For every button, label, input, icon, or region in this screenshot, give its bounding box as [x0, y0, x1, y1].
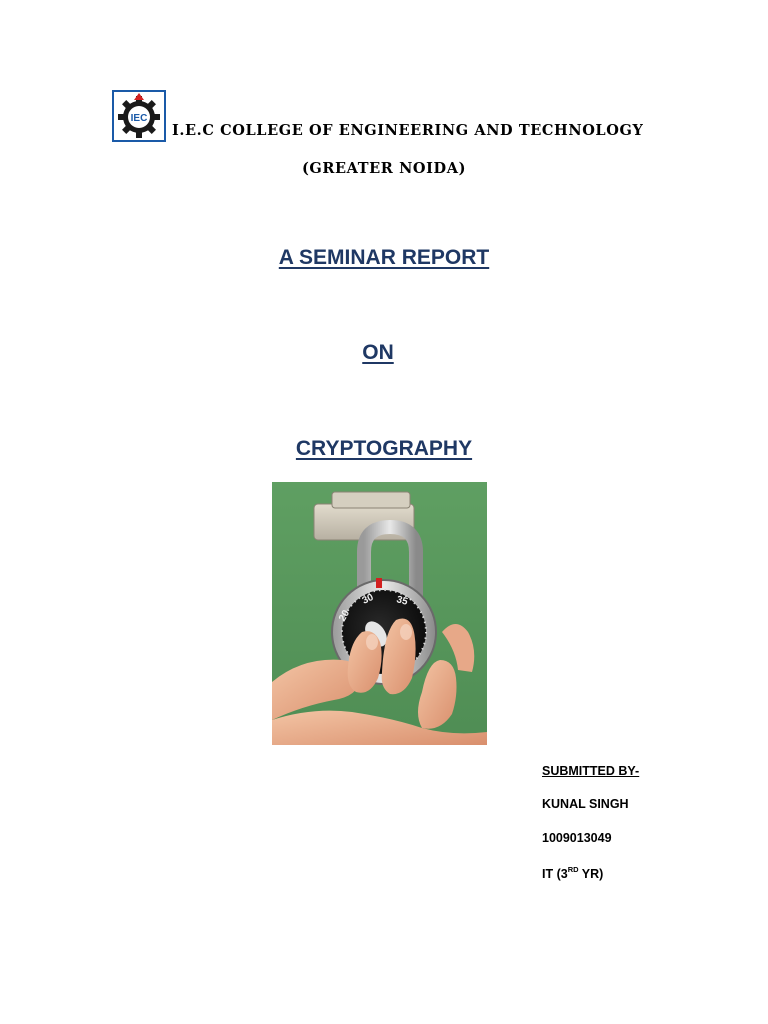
dial-number: 20	[337, 608, 353, 624]
college-logo	[112, 90, 166, 142]
branch-sup: RD	[567, 865, 579, 874]
student-name: KUNAL SINGH	[542, 797, 629, 811]
college-location: (GREATER NOIDA)	[301, 160, 467, 177]
roll-number: 1009013049	[542, 831, 612, 845]
logo-text: IEC	[130, 113, 148, 124]
report-title: A SEMINAR REPORT	[278, 246, 490, 269]
dial-number: 30	[360, 592, 376, 607]
gear-logo-icon	[112, 90, 166, 142]
submitted-by-label: SUBMITTED BY-	[542, 764, 640, 778]
college-name: I.E.C COLLEGE OF ENGINEERING AND TECHNOLOGY	[172, 122, 644, 139]
branch-year	[542, 865, 603, 881]
dial-number: 35	[395, 594, 409, 608]
branch-suffix: YR)	[578, 867, 604, 881]
report-on: ON	[362, 341, 394, 364]
branch-prefix: IT (3	[542, 867, 568, 881]
combination-lock-icon	[272, 482, 487, 745]
padlock-photo	[272, 482, 487, 745]
report-topic: CRYPTOGRAPHY	[295, 437, 473, 460]
